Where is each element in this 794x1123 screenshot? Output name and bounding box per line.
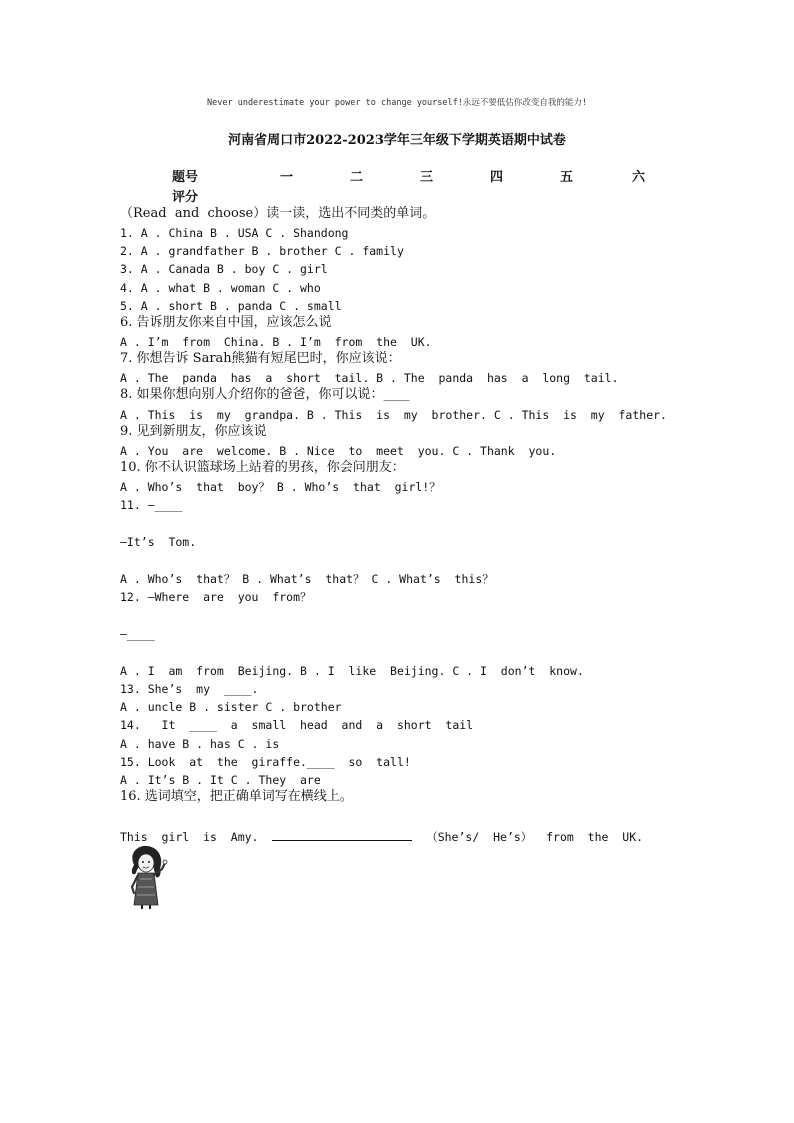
answer-blank[interactable] xyxy=(272,828,412,841)
score-table-col-2: 二 xyxy=(350,170,364,185)
score-table-col-3: 三 xyxy=(420,170,434,185)
score-table-col-6: 六 xyxy=(632,170,646,185)
score-table-row-label-score: 评分 xyxy=(172,190,199,205)
question-12: 12. —Where are you from？ xyxy=(120,590,312,604)
question-16-options: （She’s/ He’s） from the UK. xyxy=(426,830,644,844)
question-3: 3. A . Canada B . boy C . girl xyxy=(120,262,328,276)
question-16-prefix: This girl is Amy. xyxy=(120,830,259,844)
score-table-col-5: 五 xyxy=(560,170,574,185)
question-11-options: A . Who’s that？ B . What’s that？ C . What’s this？ xyxy=(120,572,494,586)
question-10: 10. 你不认识篮球场上站着的男孩，你会问朋友： xyxy=(120,460,405,475)
score-table-col-4: 四 xyxy=(490,170,504,185)
question-10-options: A . Who’s that boy？ B . Who’s that girl!？ xyxy=(120,480,441,494)
page-title: 河南省周口市2022-2023学年三年级下学期英语期中试卷 xyxy=(228,133,566,148)
question-16-sentence xyxy=(120,828,643,844)
question-13-options: A . uncle B . sister C . brother xyxy=(120,700,342,714)
score-table-row-label-number: 题号 xyxy=(172,170,199,185)
question-13: 13. She’s my ____. xyxy=(120,682,259,696)
question-6: 6. 告诉朋友你来自中国，应该怎么说 xyxy=(120,315,332,330)
section-instruction: （Read and choose）读一读，选出不同类的单词。 xyxy=(120,206,436,221)
question-5: 5. A . short B . panda C . small xyxy=(120,299,342,313)
question-15: 15. Look at the giraffe.____ so tall! xyxy=(120,755,411,769)
question-14-options: A . have B . has C . is xyxy=(120,737,280,751)
question-15-options: A . It’s B . It C . They are xyxy=(120,773,321,787)
question-7: 7. 你想告诉 Sarah熊猫有短尾巴时，你应该说： xyxy=(120,351,401,366)
girl-illustration xyxy=(120,843,170,909)
question-12-options: A . I am from Beijing. B . I like Beijing. C . I don’t know. xyxy=(120,664,584,678)
question-9-options: A . You are welcome. B . Nice to meet you. C . Thank you. xyxy=(120,444,557,458)
question-8-options: A . This is my grandpa. B . This is my brother. C . This is my father. xyxy=(120,408,667,422)
score-table-col-1: 一 xyxy=(280,170,294,185)
question-11: 11. —____ xyxy=(120,498,183,512)
question-14: 14. It ____ a small head and a short tail xyxy=(120,718,474,732)
question-6-options: A . I’m from China. B . I’m from the UK. xyxy=(120,335,432,349)
question-12-response: —____ xyxy=(120,627,155,641)
question-2: 2. A . grandfather B . brother C . family xyxy=(120,244,404,258)
question-11-answer: —It’s Tom. xyxy=(120,535,197,549)
question-1: 1. A . China B . USA C . Shandong xyxy=(120,226,349,240)
question-7-options: A . The panda has a short tail. B . The panda has a long tail. xyxy=(120,371,619,385)
question-16: 16. 选词填空，把正确单词写在横线上。 xyxy=(120,789,353,804)
question-9: 9. 见到新朋友，你应该说 xyxy=(120,424,267,439)
question-4: 4. A . what B . woman C . who xyxy=(120,281,321,295)
motto-header: Never underestimate your power to change yourself!永远不要低估你改变自我的能力! xyxy=(207,98,587,108)
question-8: 8. 如果你想向别人介绍你的爸爸，你可以说：____ xyxy=(120,387,410,402)
